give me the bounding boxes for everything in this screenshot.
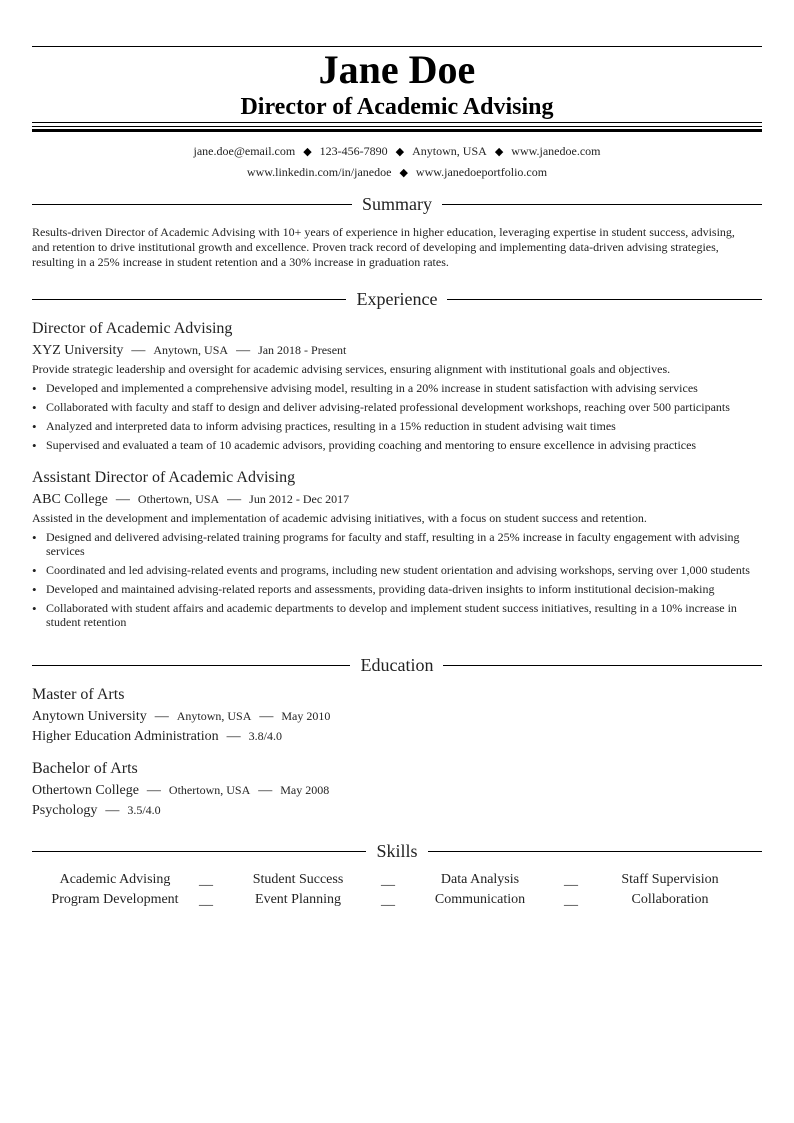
diamond-separator-icon: ◆ <box>399 167 408 179</box>
education-field <box>32 727 282 746</box>
diamond-separator-icon: ◆ <box>494 146 504 158</box>
skill-separator: __ <box>381 893 395 908</box>
dash-separator: — <box>131 343 146 358</box>
skills-heading-label: Skills <box>366 841 427 861</box>
diamond-separator-icon: ◆ <box>303 146 312 158</box>
list-item: • Coordinated and led advising-related events and programs, including new student orientation and advising workshops, serving over 1,000 students <box>32 563 762 577</box>
job-meta <box>32 341 346 360</box>
contact-line-2 <box>32 164 762 181</box>
school-name: Anytown University <box>32 709 147 724</box>
skill-item: Student Success <box>252 872 344 887</box>
education-meta <box>32 781 329 800</box>
skills-row <box>32 890 762 910</box>
website-link[interactable]: www.janedoe.com <box>511 144 601 158</box>
skill-item: Academic Advising <box>59 872 171 887</box>
dash-separator: — <box>154 709 169 724</box>
education-meta <box>32 707 330 726</box>
skill-item: Event Planning <box>255 892 341 907</box>
experience-heading <box>32 287 762 311</box>
experience-heading-label: Experience <box>347 289 448 309</box>
dash-separator: — <box>227 492 242 507</box>
field-of-study: Higher Education Administration <box>32 729 219 744</box>
skill-separator: __ <box>199 873 213 888</box>
education-heading-label: Education <box>351 655 444 675</box>
education-field <box>32 801 161 820</box>
list-item: • Developed and implemented a comprehensive advising model, resulting in a 20% increase in student satisfaction with advising services <box>32 381 762 395</box>
list-item: • Collaborated with student affairs and academic departments to develop and implement student success initiatives, resulting in a 10% increase in student retention <box>32 601 762 629</box>
skill-item: Staff Supervision <box>621 872 719 887</box>
skill-separator: __ <box>564 893 578 908</box>
gpa: 3.8/4.0 <box>248 729 282 743</box>
degree-title: Master of Arts <box>32 686 125 703</box>
job-dates: Jan 2018 - Present <box>258 343 347 357</box>
diamond-separator-icon: ◆ <box>395 146 405 158</box>
job-bullets <box>32 530 762 634</box>
school-location: Othertown, USA <box>168 783 251 797</box>
graduation-date: May 2010 <box>281 709 331 723</box>
skill-item: Collaboration <box>631 892 709 907</box>
phone[interactable]: 123-456-7890 <box>319 144 388 158</box>
candidate-name: Jane Doe <box>318 47 476 92</box>
gpa: 3.5/4.0 <box>127 803 161 817</box>
job-bullets <box>32 381 762 457</box>
job-org: XYZ University <box>32 343 124 358</box>
contact-line-1 <box>32 143 762 160</box>
job-title: Assistant Director of Academic Advising <box>32 469 296 486</box>
skill-item: Communication <box>434 892 526 907</box>
school-name: Othertown College <box>32 783 139 798</box>
skills-row <box>32 870 762 890</box>
location: Anytown, USA <box>412 144 487 158</box>
summary-text: Results-driven Director of Academic Advising with 10+ years of experience in higher education, leveraging expertise in student success, advising, and retention to drive institutional growth and excellence. Proven track record of developing and implementing data-driven advising strategies, resulting in a 25% increase in student retention and a 30% increase in graduation rates. <box>32 225 735 269</box>
header-rule-thick <box>32 129 762 132</box>
summary-heading-label: Summary <box>352 194 442 214</box>
dash-separator: — <box>259 709 274 724</box>
degree-title: Bachelor of Arts <box>32 760 138 777</box>
education-heading <box>32 653 762 677</box>
header-rule-thin <box>32 122 762 123</box>
dash-separator: — <box>115 492 130 507</box>
job-description: Provide strategic leadership and oversight for academic advising services, ensuring alignment with institutional goals and objectives. <box>32 362 671 376</box>
job-location: Othertown, USA <box>137 492 220 506</box>
skill-item: Data Analysis <box>440 872 520 887</box>
dash-separator: — <box>226 729 241 744</box>
dash-separator: — <box>236 343 251 358</box>
field-of-study: Psychology <box>32 803 98 818</box>
dash-separator: — <box>258 783 273 798</box>
header-rule-mid <box>32 126 762 127</box>
candidate-title: Director of Academic Advising <box>240 94 554 120</box>
school-location: Anytown, USA <box>176 709 252 723</box>
job-org: ABC College <box>32 492 108 507</box>
linkedin-link[interactable]: www.linkedin.com/in/janedoe <box>246 165 392 179</box>
list-item: • Supervised and evaluated a team of 10 academic advisors, providing coaching and mentoring to ensure excellence in advising practices <box>32 438 762 452</box>
skill-separator: __ <box>199 893 213 908</box>
skill-item: Program Development <box>51 892 179 907</box>
list-item: • Designed and delivered advising-related training programs for faculty and staff, resulting in a 25% increase in faculty engagement with advising services <box>32 530 762 558</box>
portfolio-link[interactable]: www.janedoeportfolio.com <box>415 165 548 179</box>
job-description: Assisted in the development and implementation of academic advising initiatives, with a focus on student success and retention. <box>32 511 647 525</box>
email[interactable]: jane.doe@email.com <box>193 144 296 158</box>
dash-separator: — <box>105 803 120 818</box>
list-item: • Analyzed and interpreted data to inform advising practices, resulting in a 15% reduction in student advising wait times <box>32 419 762 433</box>
skills-heading <box>32 839 762 863</box>
job-title: Director of Academic Advising <box>32 320 233 337</box>
job-dates: Jun 2012 - Dec 2017 <box>249 492 350 506</box>
graduation-date: May 2008 <box>280 783 330 797</box>
job-meta <box>32 490 349 509</box>
skill-separator: __ <box>564 873 578 888</box>
list-item: • Collaborated with faculty and staff to design and deliver advising-related professional development workshops, reaching over 500 participants <box>32 400 762 414</box>
dash-separator: — <box>146 783 161 798</box>
skill-separator: __ <box>381 873 395 888</box>
job-location: Anytown, USA <box>153 343 229 357</box>
summary-heading <box>32 192 762 216</box>
skills-grid <box>32 870 762 910</box>
list-item: • Developed and maintained advising-related reports and assessments, providing data-driven insights to inform institutional decision-making <box>32 582 762 596</box>
